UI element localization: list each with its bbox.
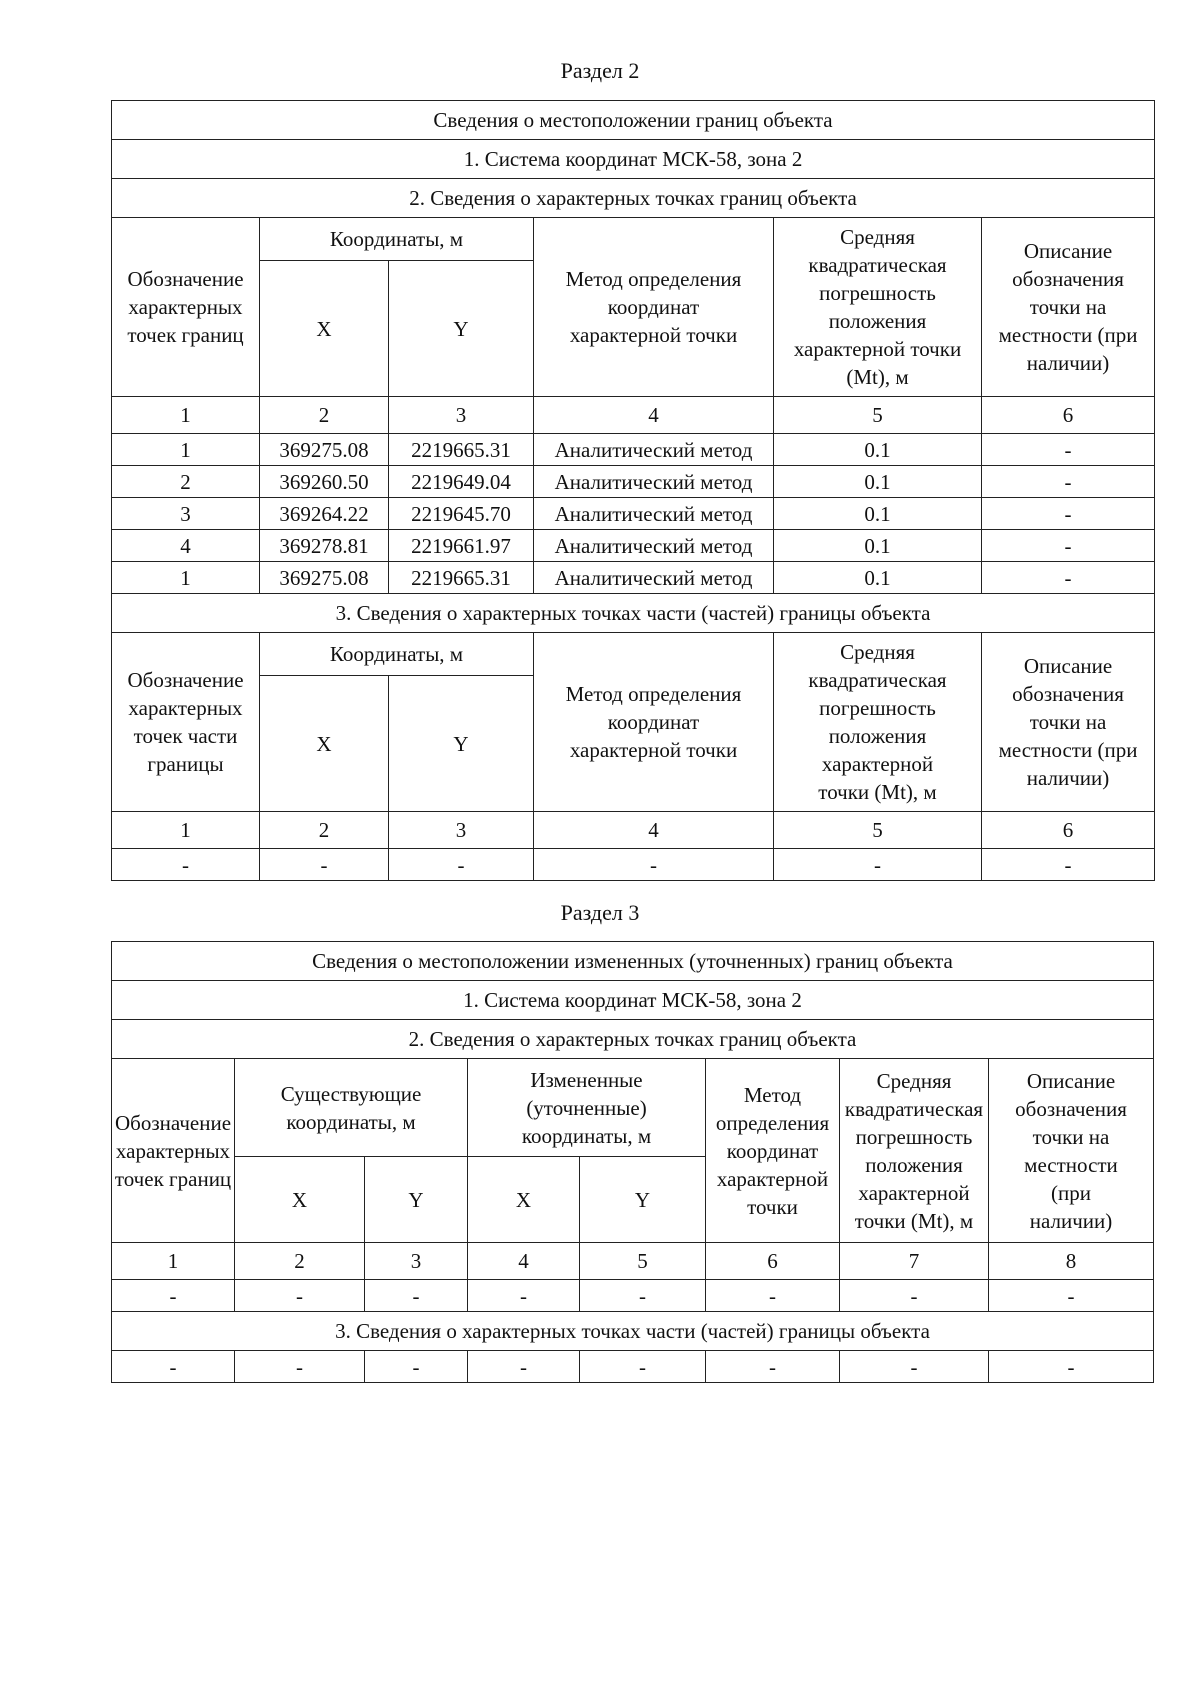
empty-cell: - xyxy=(774,849,982,881)
description: - xyxy=(982,434,1155,466)
point-number: 2 xyxy=(112,466,260,498)
table-row xyxy=(112,434,1155,466)
coord-y: 2219645.70 xyxy=(389,498,534,530)
empty-cell: - xyxy=(840,1280,989,1312)
column-number: 6 xyxy=(982,812,1155,849)
col-coordinates-header: Координаты, м xyxy=(260,218,534,261)
empty-cell: - xyxy=(989,1351,1154,1383)
empty-cell: - xyxy=(706,1351,840,1383)
coordinate-system: 1. Система координат МСК-58, зона 2 xyxy=(112,981,1154,1020)
points-header: 2. Сведения о характерных точках границ объекта xyxy=(112,1020,1154,1059)
column-number: 6 xyxy=(706,1243,840,1280)
coord-x: 369275.08 xyxy=(260,434,389,466)
empty-cell: - xyxy=(112,849,260,881)
points-header: 2. Сведения о характерных точках границ объекта xyxy=(112,179,1155,218)
parts-header: 3. Сведения о характерных точках части (частей) границы объекта xyxy=(112,1312,1154,1351)
column-number: 1 xyxy=(112,1243,235,1280)
table-row xyxy=(112,562,1155,594)
empty-cell: - xyxy=(989,1280,1154,1312)
col-x2-header: X xyxy=(468,1157,580,1243)
column-number: 1 xyxy=(112,397,260,434)
method: Аналитический метод xyxy=(534,562,774,594)
parts-header: 3. Сведения о характерных точках части (частей) границы объекта xyxy=(112,594,1155,633)
error: 0.1 xyxy=(774,562,982,594)
description: - xyxy=(982,530,1155,562)
col-error-header: Средняя квадратическая погрешность положения характерной точки (Mt), м xyxy=(774,218,982,397)
empty-cell: - xyxy=(840,1351,989,1383)
empty-cell: - xyxy=(112,1280,235,1312)
parts-col-method-header: Метод определения координат характерной точки xyxy=(534,633,774,812)
empty-cell: - xyxy=(389,849,534,881)
table-title: Сведения о местоположении измененных (уточненных) границ объекта xyxy=(112,942,1154,981)
col-error-header: Средняя квадратическая погрешность положения характерной точки (Mt), м xyxy=(840,1059,989,1243)
description: - xyxy=(982,466,1155,498)
coord-y: 2219649.04 xyxy=(389,466,534,498)
method: Аналитический метод xyxy=(534,466,774,498)
column-number: 4 xyxy=(534,812,774,849)
error: 0.1 xyxy=(774,530,982,562)
table-row xyxy=(112,498,1155,530)
column-number: 1 xyxy=(112,812,260,849)
table-row xyxy=(112,466,1155,498)
table-row xyxy=(112,1280,1154,1312)
empty-cell: - xyxy=(235,1351,365,1383)
parts-col-x-header: X xyxy=(260,676,389,812)
error: 0.1 xyxy=(774,498,982,530)
column-number: 6 xyxy=(982,397,1155,434)
table-row xyxy=(112,1351,1154,1383)
section-2-table xyxy=(111,100,1155,881)
method: Аналитический метод xyxy=(534,530,774,562)
coordinate-system: 1. Система координат МСК-58, зона 2 xyxy=(112,140,1155,179)
empty-cell: - xyxy=(534,849,774,881)
table-row xyxy=(112,849,1155,881)
coord-x: 369275.08 xyxy=(260,562,389,594)
col-y-header: Y xyxy=(389,261,534,397)
section-3-title: Раздел 3 xyxy=(560,900,640,925)
col-x-header: X xyxy=(260,261,389,397)
point-number: 4 xyxy=(112,530,260,562)
column-number: 2 xyxy=(260,397,389,434)
column-number: 3 xyxy=(389,397,534,434)
section-3-table xyxy=(111,941,1154,1383)
empty-cell: - xyxy=(365,1351,468,1383)
parts-col-designation-header: Обозначение характерных точек части границы xyxy=(112,633,260,812)
empty-cell: - xyxy=(112,1351,235,1383)
col-description-header: Описание обозначения точки на местности (при наличии) xyxy=(989,1059,1154,1243)
error: 0.1 xyxy=(774,466,982,498)
parts-col-description-header: Описание обозначения точки на местности (при наличии) xyxy=(982,633,1155,812)
table-title: Сведения о местоположении границ объекта xyxy=(112,101,1155,140)
col-changed-header: Измененные (уточненные) координаты, м xyxy=(468,1059,706,1157)
point-number: 3 xyxy=(112,498,260,530)
empty-cell: - xyxy=(365,1280,468,1312)
column-number: 2 xyxy=(260,812,389,849)
method: Аналитический метод xyxy=(534,434,774,466)
column-number: 8 xyxy=(989,1243,1154,1280)
column-number: 5 xyxy=(774,812,982,849)
column-number: 7 xyxy=(840,1243,989,1280)
col-designation-header: Обозначение характерных точек границ xyxy=(112,1059,235,1243)
coord-y: 2219665.31 xyxy=(389,562,534,594)
parts-col-y-header: Y xyxy=(389,676,534,812)
col-y1-header: Y xyxy=(365,1157,468,1243)
empty-cell: - xyxy=(580,1280,706,1312)
method: Аналитический метод xyxy=(534,498,774,530)
error: 0.1 xyxy=(774,434,982,466)
col-description-header: Описание обозначения точки на местности (при наличии) xyxy=(982,218,1155,397)
coord-x: 369264.22 xyxy=(260,498,389,530)
empty-cell: - xyxy=(235,1280,365,1312)
coord-y: 2219661.97 xyxy=(389,530,534,562)
col-method-header: Метод определения координат характерной точки xyxy=(534,218,774,397)
empty-cell: - xyxy=(260,849,389,881)
point-number: 1 xyxy=(112,434,260,466)
col-method-header: Метод определения координат характерной точки xyxy=(706,1059,840,1243)
table-row xyxy=(112,530,1155,562)
col-existing-header: Существующие координаты, м xyxy=(235,1059,468,1157)
coord-x: 369260.50 xyxy=(260,466,389,498)
coord-x: 369278.81 xyxy=(260,530,389,562)
col-y2-header: Y xyxy=(580,1157,706,1243)
empty-cell: - xyxy=(468,1351,580,1383)
column-number: 3 xyxy=(365,1243,468,1280)
empty-cell: - xyxy=(706,1280,840,1312)
empty-cell: - xyxy=(580,1351,706,1383)
parts-col-coordinates-header: Координаты, м xyxy=(260,633,534,676)
coord-y: 2219665.31 xyxy=(389,434,534,466)
column-number: 5 xyxy=(774,397,982,434)
column-number: 2 xyxy=(235,1243,365,1280)
empty-cell: - xyxy=(468,1280,580,1312)
column-number: 4 xyxy=(534,397,774,434)
col-designation-header: Обозначение характерных точек границ xyxy=(112,218,260,397)
column-number: 3 xyxy=(389,812,534,849)
point-number: 1 xyxy=(112,562,260,594)
description: - xyxy=(982,498,1155,530)
column-number: 5 xyxy=(580,1243,706,1280)
empty-cell: - xyxy=(982,849,1155,881)
parts-col-error-header: Средняя квадратическая погрешность положения характерной точки (Mt), м xyxy=(774,633,982,812)
column-number: 4 xyxy=(468,1243,580,1280)
col-x1-header: X xyxy=(235,1157,365,1243)
section-2-title: Раздел 2 xyxy=(560,58,640,83)
description: - xyxy=(982,562,1155,594)
